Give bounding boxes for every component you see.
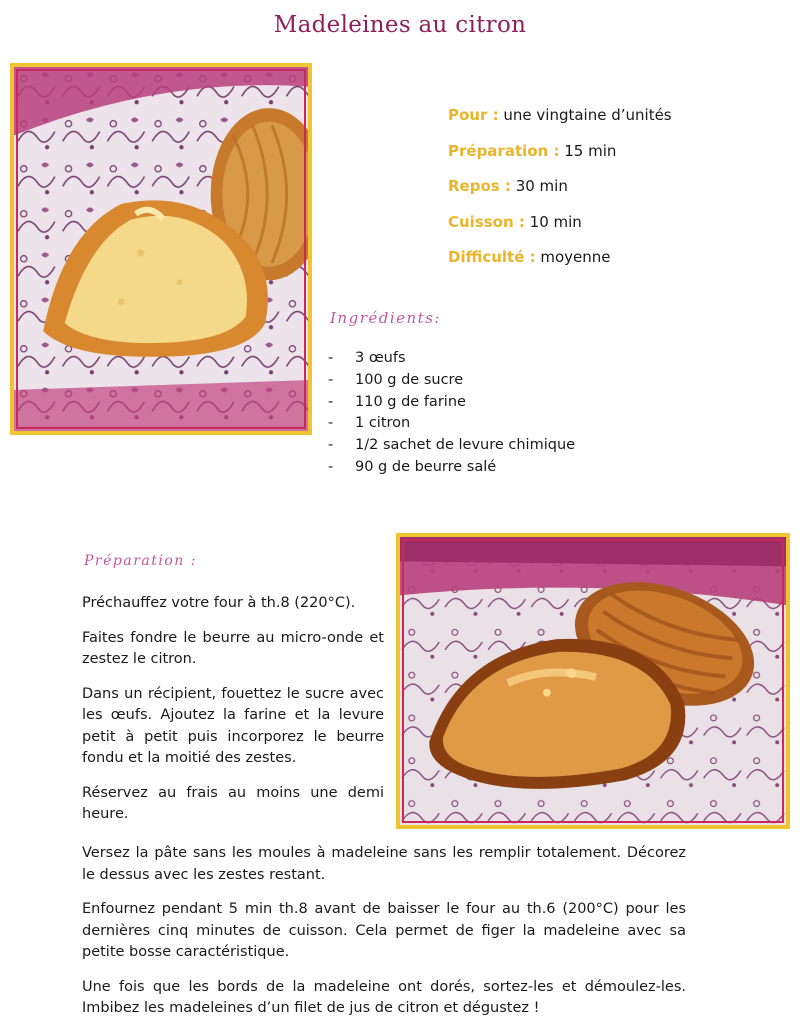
ingredient-item: - 110 g de farine bbox=[328, 392, 575, 414]
preparation-step: Réservez au frais au moins une demi heure. bbox=[82, 784, 384, 822]
preparation-step: Enfournez pendant 5 min th.8 avant de baisser le four au th.6 (200°C) pour les dernières cinq minutes de cuisson. Cela permet de figer la madeleine avec sa petite bosse caractéristique. bbox=[82, 901, 686, 960]
ingredient-item: - 100 g de sucre bbox=[328, 370, 575, 392]
info-rest-time: Repos : 30 min bbox=[448, 177, 568, 195]
preparation-heading: Préparation : bbox=[84, 553, 197, 569]
preparation-step: Faites fondre le beurre au micro-onde et zestez le citron. bbox=[82, 629, 384, 667]
ingredient-item: - 1 citron bbox=[328, 413, 575, 435]
info-difficulty: Difficulté : moyenne bbox=[448, 248, 611, 266]
recipe-title: Madeleines au citron bbox=[273, 12, 527, 38]
preparation-step: Versez la pâte sans les moules à madeleine sans les remplir totalement. Décorez le dessus avec les zestes restant. bbox=[82, 845, 686, 883]
recipe-info bbox=[448, 98, 672, 276]
ingredient-item: - 3 œufs bbox=[328, 348, 575, 370]
info-cooking-time: Cuisson : 10 min bbox=[448, 212, 582, 231]
info-preparation-time: Préparation : 15 min bbox=[448, 141, 617, 160]
preparation-steps-full bbox=[82, 843, 686, 1033]
ingredients-heading: Ingrédients: bbox=[330, 309, 441, 327]
madeleine-photo-whole bbox=[396, 533, 790, 829]
preparation-steps-left bbox=[82, 593, 384, 839]
madeleine-photo-cut bbox=[10, 63, 312, 435]
ingredients-list bbox=[328, 348, 575, 479]
preparation-step: Une fois que les bords de la madeleine ont dorés, sortez-les et démoulez-les. Imbibez les madeleines d’un filet de jus de citron et dégustez ! bbox=[82, 978, 686, 1016]
ingredient-item: - 1/2 sachet de levure chimique bbox=[328, 435, 575, 457]
preparation-step: Préchauffez votre four à th.8 (220°C). bbox=[82, 595, 356, 611]
info-servings: Pour : une vingtaine d’unités bbox=[448, 106, 672, 124]
ingredient-item: - 90 g de beurre salé bbox=[328, 457, 575, 479]
preparation-step: Dans un récipient, fouettez le sucre avec les œufs. Ajoutez la farine et la levure petit à petit puis incorporez le beurre fondu et la moitié des zestes. bbox=[82, 685, 384, 766]
